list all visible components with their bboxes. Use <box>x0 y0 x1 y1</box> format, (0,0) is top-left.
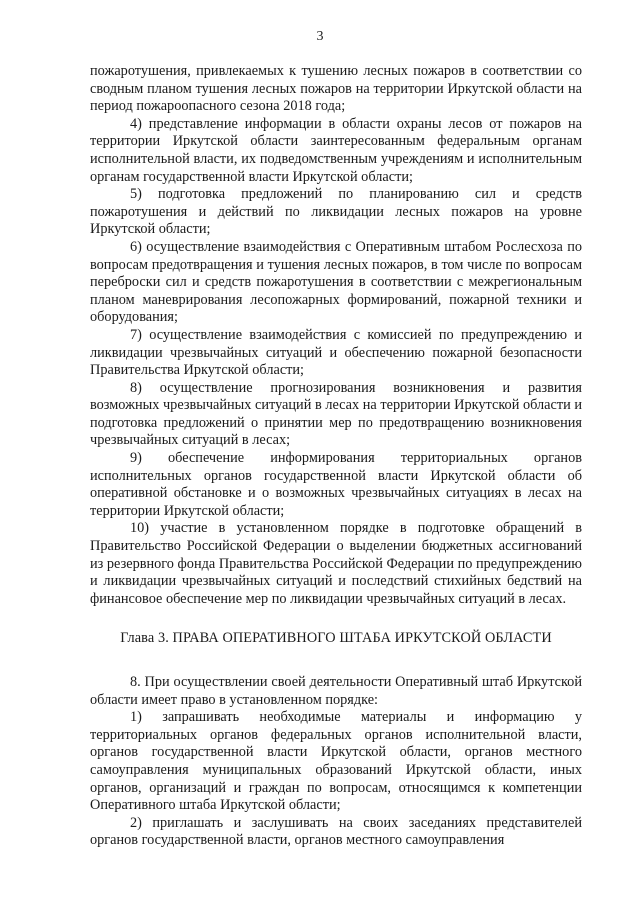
right-item-1: 1) запрашивать необходимые материалы и информацию у территориальных органов федеральных органов исполнительной власти, органов государственной власти Иркутской области, органов местного самоуправления муниципальных образований Иркутской области, иных органов, организаций и граждан по вопросам, относящимся к компетенции Оперативного штаба Иркутской области; <box>90 709 582 814</box>
clause-8: 8. При осуществлении своей деятельности Оперативный штаб Иркутской области имеет право в установленном порядке: <box>90 674 582 708</box>
right-item-2: 2) приглашать и заслушивать на своих заседаниях представителей органов государственной власти, органов местного самоуправления <box>90 814 582 849</box>
list-item-4: 4) представление информации в области охраны лесов от пожаров на территории Иркутской области заинтересованным федеральным органам исполнительной власти, их подведомственным учреждениям и исполнительным органам государственной власти Иркутской области; <box>90 115 582 185</box>
page-number: 3 <box>316 29 324 44</box>
list-item-8: 8) осуществление прогнозирования возникновения и развития возможных чрезвычайных ситуаций в лесах на территории Иркутской области и подготовка предложений о принятии мер по предотвращению возникновения чрезвычайных ситуаций в лесах; <box>90 379 582 449</box>
chapter-heading: Глава 3. ПРАВА ОПЕРАТИВНОГО ШТАБА ИРКУТСКОЙ ОБЛАСТИ <box>120 630 552 647</box>
list-item-5: 5) подготовка предложений по планированию сил и средств пожаротушения и действий по ликвидации лесных пожаров на уровне Иркутской области; <box>90 186 582 238</box>
list-item-7: 7) осуществление взаимодействия с комиссией по предупреждению и ликвидации чрезвычайных ситуаций и обеспечению пожарной безопасности Правительства Иркутской области; <box>90 326 582 379</box>
list-item-6: 6) осуществление взаимодействия с Оперативным штабом Рослесхоза по вопросам предотвращения и тушения лесных пожаров, в том числе по вопросам переброски сил и средств пожаротушения в соответствии с межрегиональным планом маневрирования лесопожарных формирований, пожарной техники и оборудования; <box>90 238 582 326</box>
list-item-10: 10) участие в установленном порядке в подготовке обращений в Правительство Российской Федерации о выделении бюджетных ассигнований из резервного фонда Правительства Российской Федерации по предупреждению и ликвидации чрезвычайных ситуаций и последствий стихийных бедствий на финансовое обеспечение мер по ликвидации чрезвычайных ситуаций в лесах. <box>90 520 582 607</box>
document-body <box>90 63 582 850</box>
list-item-9: 9) обеспечение информирования территориальных органов исполнительных органов государственной власти Иркутской области об оперативной обстановке и о возможных чрезвычайных ситуациях в лесах на территории Иркутской области; <box>90 450 582 519</box>
paragraph-continuation: пожаротушения, привлекаемых к тушению лесных пожаров в соответствии со сводным планом тушения лесных пожаров на территории Иркутской области на период пожароопасного сезона 2018 года; <box>90 63 582 115</box>
